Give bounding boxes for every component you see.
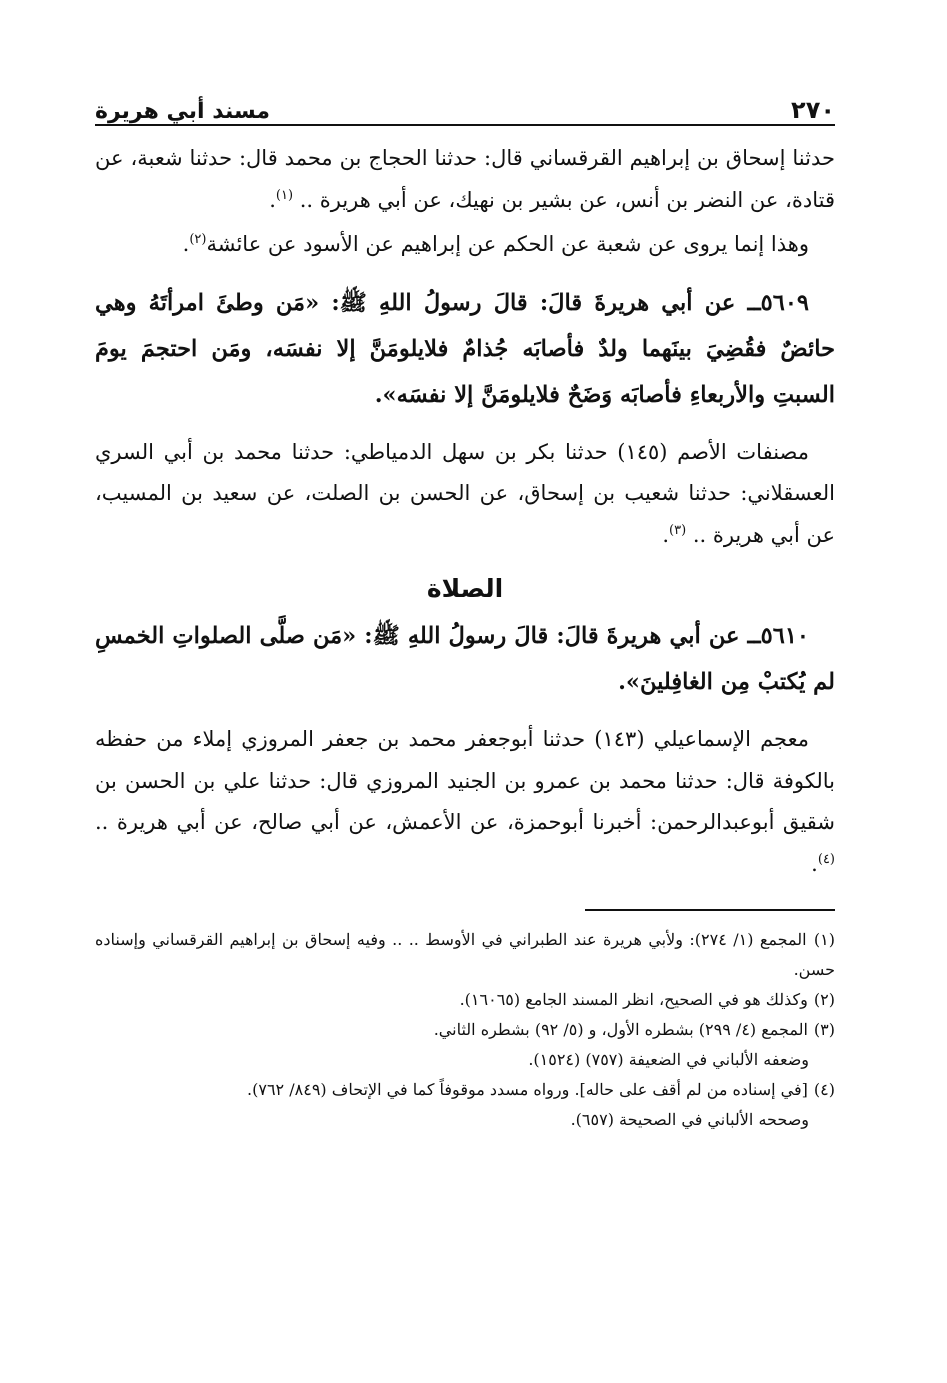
running-title: مسند أبي هريرة <box>95 99 270 124</box>
footnote-ref-1[interactable]: (١) <box>275 187 294 203</box>
footnote-ref-4[interactable]: (٤) <box>817 851 835 867</box>
footnote-4-continuation: وصححه الألباني في الصحيحة (٦٥٧). <box>570 1110 809 1129</box>
isnad-paragraph-3 <box>95 719 835 885</box>
period: . <box>182 232 190 256</box>
footnote-text: المجمع (١/ ٢٧٤): ولأبي هريرة عند الطبراني في الأوسط .. .. وفيه إسحاق بن إبراهيم القرقساني وإسناده حسن. <box>95 930 835 979</box>
period: . <box>269 187 276 212</box>
note-paragraph <box>95 224 835 266</box>
footnote-separator-wrap <box>95 885 835 911</box>
book-page <box>95 80 835 1135</box>
footnote-3-continuation: وضعفه الألباني في الضعيفة (٧٥٧) (١٥٢٤). <box>528 1050 809 1069</box>
footnote-1 <box>95 925 835 985</box>
note-text: وهذا إنما يروى عن شعبة عن الحكم عن إبراهيم عن الأسود عن عائشة <box>206 232 809 256</box>
footnote-text: [في إسناده من لم أقف على حاله]. ورواه مسدد موقوفاً كما في الإتحاف (٨٤٩/ ٧٦٢). <box>247 1080 808 1099</box>
period: . <box>662 522 669 547</box>
footnote-text: وكذلك هو في الصحيح، انظر المسند الجامع (١٦٠٦٥). <box>459 990 808 1009</box>
page-header <box>95 80 835 126</box>
section-title: الصلاة <box>426 574 504 603</box>
footnote-3 <box>95 1015 835 1045</box>
page-number: ٢٧٠ <box>791 96 835 124</box>
footnote-text: المجمع (٤/ ٢٩٩) بشطره الأول، و (٥/ ٩٢) بشطره الثاني. <box>433 1020 808 1039</box>
footnote-number: (٤) <box>813 1080 835 1099</box>
footnote-ref-2[interactable]: (٢) <box>189 232 207 247</box>
isnad-paragraph-1 <box>95 138 835 221</box>
footnote-number: (٣) <box>813 1020 835 1039</box>
footnote-ref-3[interactable]: (٣) <box>669 522 687 538</box>
period: . <box>811 851 818 876</box>
footnotes <box>95 925 835 1135</box>
isnad-paragraph-2 <box>95 432 835 557</box>
footnote-number: (١) <box>813 930 836 949</box>
footnote-2 <box>95 985 835 1015</box>
isnad-text: معجم الإسماعيلي (١٤٣) حدثنا أبوجعفر محمد بن جعفر المروزي إملاء من حفظه بالكوفة قال: حدثنا محمد بن عمرو بن الجنيد المروزي قال: حدثنا علي بن الحسن بن شقيق أبوعبدالرحمن: أخبرنا أبوحمزة، عن الأعمش، عن أبي صالح، عن أبي هريرة .. <box>95 727 835 834</box>
isnad-text: حدثنا إسحاق بن إبراهيم القرقساني قال: حدثنا الحجاج بن محمد قال: حدثنا شعبة، عن قتادة، عن النضر بن أنس، عن بشير بن نهيك، عن أبي هريرة .. <box>95 146 835 212</box>
hadith-5610: ٥٦١٠ــ عن أبي هريرةَ قالَ: قالَ رسولُ اللهِ ﷺ: «مَن صلَّى الصلواتِ الخمسِ لم يُكتبْ مِن الغافِلينَ». <box>95 623 835 695</box>
footnote-4 <box>95 1075 835 1105</box>
hadith-5609: ٥٦٠٩ــ عن أبي هريرةَ قالَ: قالَ رسولُ اللهِ ﷺ: «مَن وطئَ امرأتَهُ وهي حائضٌ فقُضِيَ بينَهما ولدٌ فأصابَه جُذامٌ فلايلومَنَّ إلا نفسَه، ومَن احتجمَ يومَ السبتِ والأربعاءِ فأصابَه وَضَحٌ فلايلومَنَّ إلا نفسَه». <box>95 289 835 408</box>
main-text <box>95 138 835 885</box>
footnote-separator <box>585 909 835 911</box>
isnad-text: مصنفات الأصم (١٤٥) حدثنا بكر بن سهل الدمياطي: حدثنا محمد بن أبي السري العسقلاني: حدثنا شعيب بن إسحاق، عن الحسن بن الصلت، عن سعيد بن المسيب، عن أبي هريرة .. <box>95 439 835 547</box>
footnote-number: (٢) <box>813 990 835 1009</box>
